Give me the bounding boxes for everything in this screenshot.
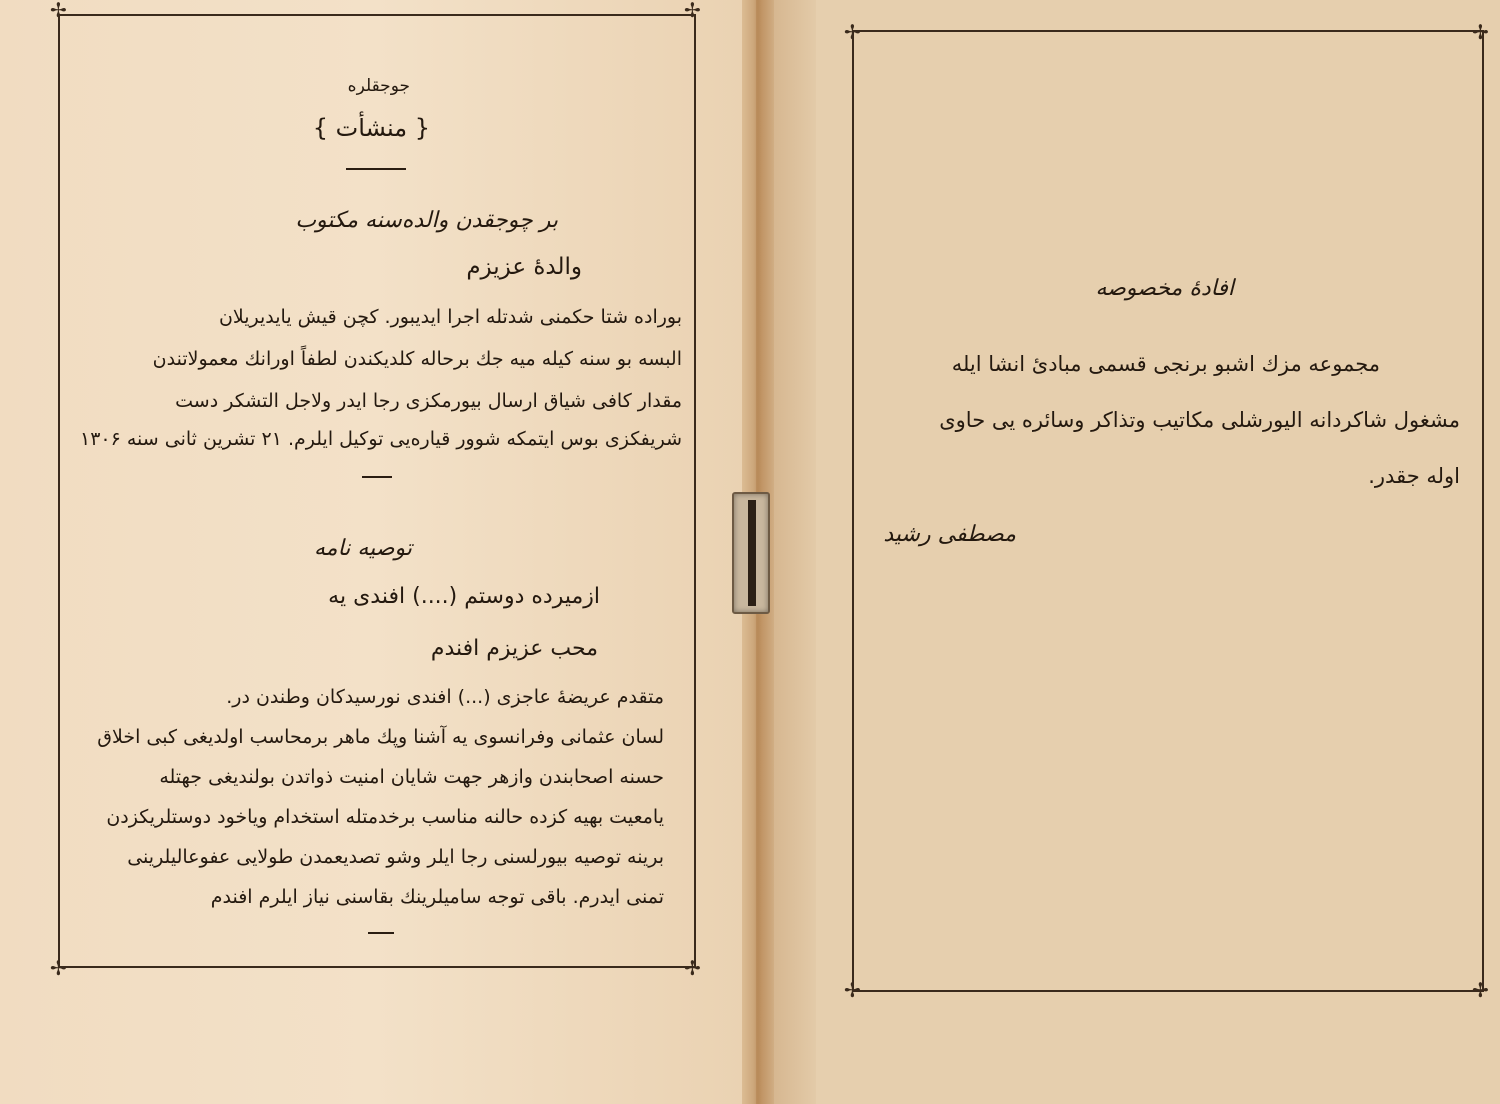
corner-ornament-icon: ✢ (1472, 978, 1489, 1002)
letter-line: بوراده شتا حكمنى شدتله اجرا ايديبور. كچن قيش يايديريلان (218, 306, 682, 328)
letter-salutation: والدۀ عزيزم (466, 254, 582, 280)
letter-line: تمنى ايدرم. باقى توجه ساميلرينك بقاسنى نياز ايلرم افندم (210, 886, 664, 908)
signature: مصطفى رشيد (883, 522, 1016, 547)
letter-salutation: محب عزيزم افندم (430, 636, 598, 661)
notice-line: اوله جقدر. (1368, 464, 1460, 488)
right-page (752, 0, 1500, 1104)
book-title: { منشأت } (312, 114, 430, 142)
letter-line: شريفكزى بوس ايتمكه شوور قيارەيى توكيل ايلرم. ۲۱ تشرين ثانى سنه ۱۳۰۶ (80, 428, 682, 450)
notice-heading: افادۀ مخصوصه (1095, 276, 1234, 301)
letter-line: البسه بو سنه كيله ميه جك برحاله كلديكندن لطفاً اورانك معمولاتندن (152, 348, 682, 370)
book-subtitle: جوجقلره (347, 76, 410, 96)
letter-line: برينه توصيه بيورلسنى رجا ايلر وشو تصديعمدن طولايى عفوعاليلرينى (127, 846, 664, 868)
section-divider (362, 476, 392, 478)
corner-ornament-icon: ✢ (50, 956, 67, 980)
corner-ornament-icon: ✢ (684, 956, 701, 980)
notice-line: مشغول شاكردانه اليورشلى مكاتيب وتذاكر وسائره يى حاوى (939, 408, 1460, 432)
letter-line: مقدار كافى شياق ارسال بيورمكزى رجا ايدر ولاجل التشكر دست (175, 390, 682, 412)
left-page (0, 0, 748, 1104)
corner-ornament-icon: ✢ (844, 20, 861, 44)
corner-ornament-icon: ✢ (50, 0, 67, 22)
corner-ornament-icon: ✢ (844, 978, 861, 1002)
letter-line: يامعيت بهيه كزده حالنه مناسب برخدمتله استخدام وياخود دوستلريكزدن (106, 806, 664, 828)
title-divider (346, 168, 406, 170)
letter-line: حسنه اصحابندن وازهر جهت شايان امنيت ذواتدن بولنديغى جهتله (159, 766, 664, 788)
letter-heading: بر چوجقدن والدەسنه مكتوب (295, 208, 558, 233)
letter-address: ازميرده دوستم (....) افندى يه (328, 584, 600, 609)
notice-line: مجموعه مزك اشبو برنجى قسمى مبادئ انشا ايله (951, 352, 1380, 376)
corner-ornament-icon: ✢ (684, 0, 701, 22)
letter-line: متقدم عريضۀ عاجزى (...) افندى نورسيدكان وطندن در. (226, 686, 664, 708)
right-page-border (852, 30, 1484, 992)
letter-heading: توصيه نامه (313, 536, 412, 561)
section-divider (368, 932, 394, 934)
corner-ornament-icon: ✢ (1472, 20, 1489, 44)
letter-line: لسان عثمانى وفرانسوى يه آشنا وپك ماهر برمحاسب اولديغى كبى اخلاق (97, 726, 664, 748)
